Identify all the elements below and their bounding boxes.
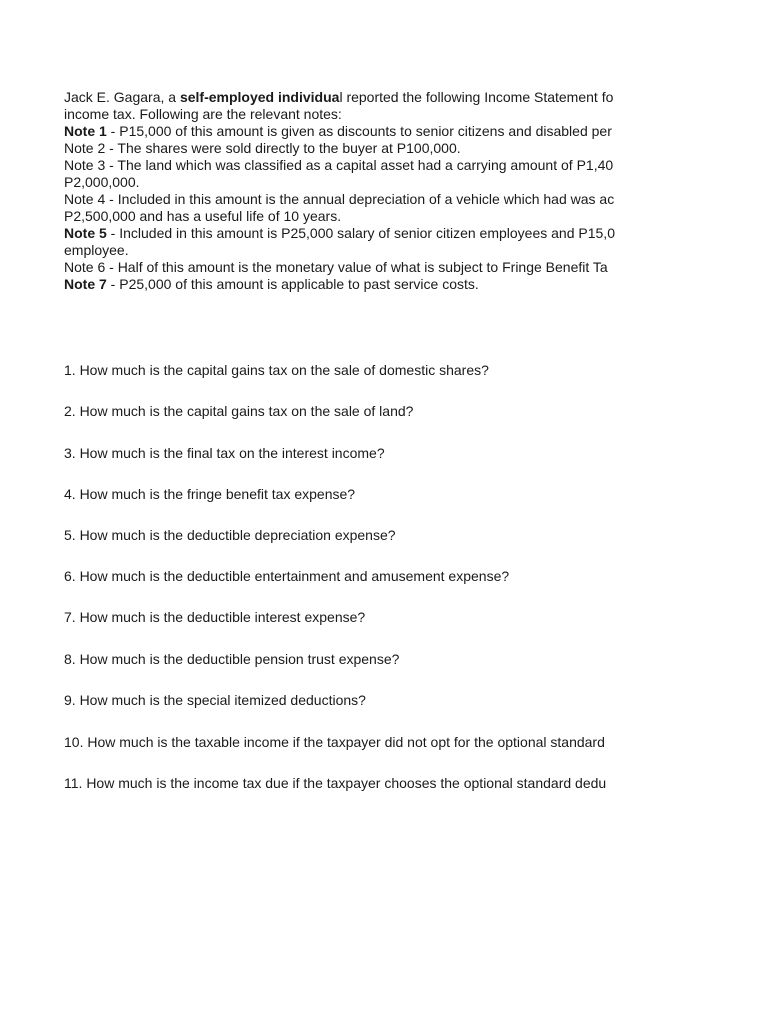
intro-paragraph: [64, 89, 649, 293]
note-1: [64, 123, 649, 140]
question-10: 10. How much is the taxable income if the taxpayer did not opt for the optional standard: [64, 734, 605, 750]
note-5-label: Note 5: [64, 225, 107, 241]
note-4-continued: P2,500,000 and has a useful life of 10 years.: [64, 208, 342, 224]
note-4: Note 4 - Included in this amount is the annual depreciation of a vehicle which had was ac: [64, 191, 615, 207]
note-5: [64, 225, 649, 242]
note-1-text: - P15,000 of this amount is given as discounts to senior citizens and disabled per: [106, 123, 612, 139]
intro-line-2: income tax. Following are the relevant notes:: [64, 106, 342, 122]
question-2: 2. How much is the capital gains tax on the sale of land?: [64, 403, 414, 419]
intro-text: Jack E. Gagara, a: [64, 89, 180, 105]
question-4: 4. How much is the fringe benefit tax expense?: [64, 486, 356, 502]
note-7: [64, 276, 649, 293]
note-5-continued: employee.: [64, 242, 129, 258]
intro-bold-text: self-employed individua: [179, 89, 340, 105]
note-3-continued: P2,000,000.: [64, 174, 140, 190]
question-5: 5. How much is the deductible depreciation expense?: [64, 527, 396, 543]
note-1-label: Note 1: [64, 123, 107, 139]
note-7-label: Note 7: [64, 276, 107, 292]
intro-line-1: [64, 89, 649, 106]
question-1: 1. How much is the capital gains tax on the sale of domestic shares?: [64, 362, 489, 378]
note-7-text: - P25,000 of this amount is applicable to past service costs.: [106, 276, 479, 292]
note-5-text: - Included in this amount is P25,000 salary of senior citizen employees and P15,0: [106, 225, 615, 241]
question-6: 6. How much is the deductible entertainment and amusement expense?: [64, 568, 510, 584]
question-9: 9. How much is the special itemized deductions?: [64, 692, 366, 708]
question-3: 3. How much is the final tax on the interest income?: [64, 445, 385, 461]
question-11: 11. How much is the income tax due if the taxpayer chooses the optional standard dedu: [64, 775, 607, 791]
question-7: 7. How much is the deductible interest expense?: [64, 609, 366, 625]
intro-text-cont: l reported the following Income Statement fo: [339, 89, 614, 105]
question-8: 8. How much is the deductible pension trust expense?: [64, 651, 400, 667]
note-3: Note 3 - The land which was classified as a capital asset had a carrying amount of P1,40: [64, 157, 614, 173]
note-2: Note 2 - The shares were sold directly to the buyer at P100,000.: [64, 140, 461, 156]
note-6: Note 6 - Half of this amount is the monetary value of what is subject to Fringe Benefit Ta: [64, 259, 608, 275]
